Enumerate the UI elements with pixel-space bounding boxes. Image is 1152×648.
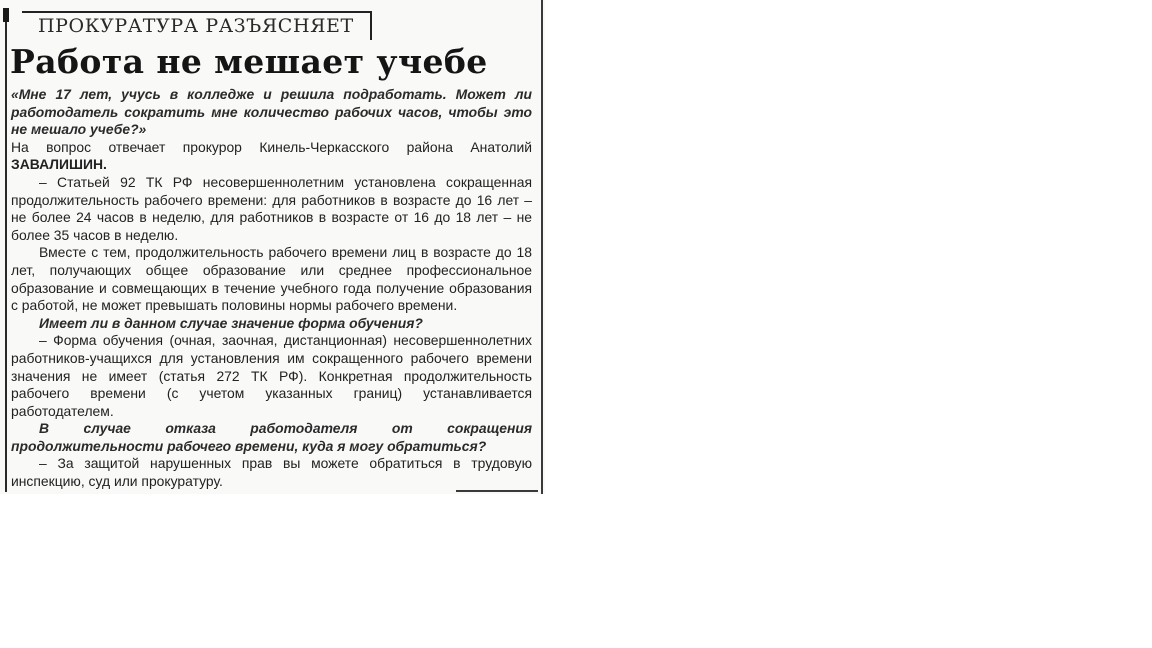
- left-border-rule: [5, 10, 7, 492]
- answer-intro-paragraph: [11, 139, 532, 174]
- answer-paragraph-2: Вместе с тем, продолжительность рабочего времени лиц в возрасте до 18 лет, получающих общее образование или среднее профессиональное образование и совмещающих в течение учебного года получение образования с работой, не может превышать половины нормы рабочего времени.: [11, 244, 532, 314]
- answer-author: ЗАВАЛИШИН.: [11, 156, 107, 173]
- answer-paragraph-4: – За защитой нарушенных прав вы можете обратиться в трудовую инспекцию, суд или прокуратуру.: [11, 455, 532, 490]
- corner-mark: [3, 8, 9, 22]
- question-3: В случае отказа работодателя от сокращения продолжительности рабочего времени, куда я могу обратиться?: [11, 420, 532, 454]
- rubric-title: ПРОКУРАТУРА РАЗЪЯСНЯЕТ: [38, 15, 354, 37]
- answer-paragraph-3: – Форма обучения (очная, заочная, дистанционная) несовершеннолетних работников-учащихся для установления им сокращенного рабочего времени значения не имеет (статья 272 ТК РФ). Конкретная продолжительность рабочего времени (с учетом указанных границ) устанавливается работодателем.: [11, 332, 532, 419]
- right-border-rule: [541, 0, 543, 494]
- article-headline: Работа не мешает учебе: [10, 42, 488, 81]
- bottom-border-rule: [456, 490, 538, 492]
- newspaper-clipping: [0, 0, 545, 494]
- article-body: [11, 86, 532, 491]
- answer-paragraph-1: – Статьей 92 ТК РФ несовершеннолетним установлена сокращенная продолжительность рабочего времени: для работников в возрасте до 16 лет – не более 24 часов в неделю, для работников в возрасте от 16 до 18 лет – не более 35 часов в неделю.: [11, 173, 532, 243]
- reader-question: «Мне 17 лет, учусь в колледже и решила подработать. Может ли работодатель сократить мне количество рабочих часов, чтобы это не мешало учебе?»: [11, 86, 532, 138]
- question-2: Имеет ли в данном случае значение форма обучения?: [39, 314, 423, 331]
- answer-intro: На вопрос отвечает прокурор Кинель-Черкасского района Анатолий: [11, 138, 532, 155]
